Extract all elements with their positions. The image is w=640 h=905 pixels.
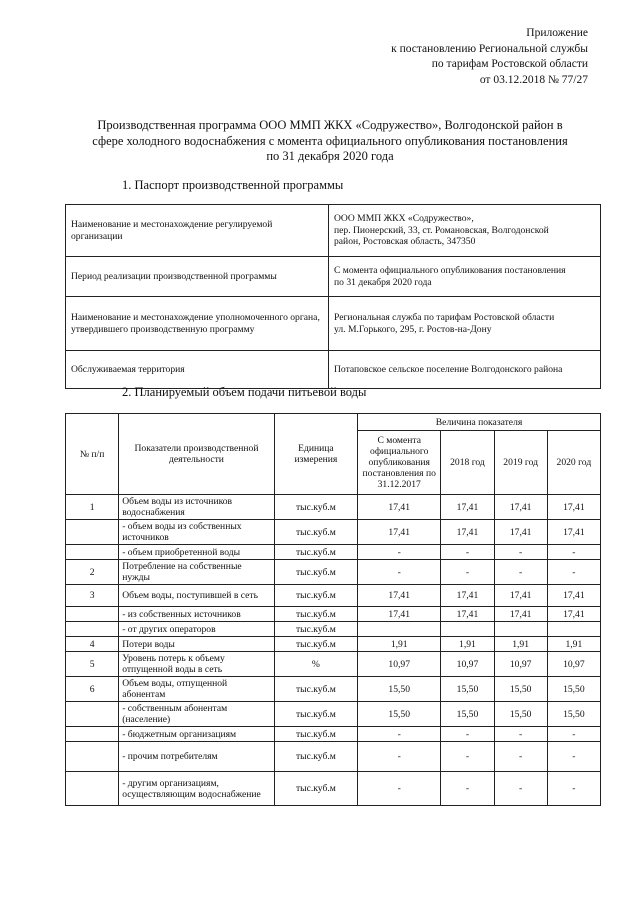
row-value-cell: - — [494, 772, 547, 806]
row-value-cell: 17,41 — [494, 585, 547, 607]
row-value-cell: 15,50 — [547, 702, 600, 727]
row-num-cell — [66, 702, 119, 727]
table-row — [66, 677, 601, 702]
row-value-cell: - — [441, 560, 494, 585]
row-value-cell: - — [441, 772, 494, 806]
row-value-cell: - — [441, 545, 494, 560]
passport-row — [66, 351, 601, 389]
row-indicator-cell: Потери воды — [119, 637, 275, 652]
table-row — [66, 585, 601, 607]
header-col-2018: 2018 год — [441, 431, 494, 495]
appendix-line-3: по тарифам Ростовской области — [431, 58, 588, 70]
row-num-cell: 6 — [66, 677, 119, 702]
passport-value — [329, 205, 601, 257]
row-value-cell: 17,41 — [547, 495, 600, 520]
row-value-cell: - — [547, 742, 600, 772]
passport-value-line: ООО ММП ЖКХ «Содружество», — [334, 213, 474, 225]
row-value-cell: - — [494, 560, 547, 585]
header-col-2019: 2019 год — [494, 431, 547, 495]
row-num-cell — [66, 545, 119, 560]
row-unit-cell: тыс.куб.м — [274, 585, 357, 607]
row-value-cell: - — [358, 772, 441, 806]
row-indicator-cell: - другим организациям, осуществляющим водоснабжение — [119, 772, 275, 806]
row-value-cell: - — [358, 545, 441, 560]
row-value-cell: 17,41 — [358, 585, 441, 607]
passport-value-line: пер. Пионерский, 33, ст. Романовская, Волгодонской — [334, 224, 549, 236]
row-value-cell: - — [494, 742, 547, 772]
row-value-cell: 17,41 — [441, 585, 494, 607]
row-num-cell — [66, 727, 119, 742]
row-unit-cell: тыс.куб.м — [274, 772, 357, 806]
table-row — [66, 727, 601, 742]
row-indicator-cell: - объем воды из собственных источников — [119, 520, 275, 545]
row-value-cell — [358, 622, 441, 637]
row-num-cell — [66, 742, 119, 772]
row-unit-cell: тыс.куб.м — [274, 495, 357, 520]
passport-label: Наименование и местонахождение регулируемой организации — [66, 205, 329, 257]
row-value-cell: 10,97 — [547, 652, 600, 677]
row-num-cell: 3 — [66, 585, 119, 607]
row-indicator-cell: Объем воды, поступившей в сеть — [119, 585, 275, 607]
row-value-cell: 17,41 — [441, 495, 494, 520]
table-row — [66, 622, 601, 637]
row-num-cell — [66, 607, 119, 622]
passport-row — [66, 205, 601, 257]
document-title — [60, 118, 600, 165]
section-1-heading: 1. Паспорт производственной программы — [122, 178, 344, 192]
header-col-initial: С момента официального опубликования постановления по 31.12.2017 — [358, 431, 441, 495]
passport-row — [66, 297, 601, 351]
row-value-cell: 17,41 — [441, 520, 494, 545]
appendix-line-4: от 03.12.2018 № 77/27 — [479, 73, 588, 86]
row-num-cell: 5 — [66, 652, 119, 677]
table-row — [66, 560, 601, 585]
passport-value — [329, 351, 601, 389]
row-indicator-cell: - объем приобретенной воды — [119, 545, 275, 560]
row-value-cell: 15,50 — [547, 677, 600, 702]
table-row — [66, 772, 601, 806]
row-value-cell: - — [358, 742, 441, 772]
row-unit-cell: тыс.куб.м — [274, 622, 357, 637]
passport-row — [66, 257, 601, 297]
passport-value — [329, 257, 601, 297]
section-2-heading: 2. Планируемый объем подачи питьевой воды — [122, 385, 367, 399]
header-unit: Единица измерения — [274, 414, 357, 495]
row-indicator-cell: - бюджетным организациям — [119, 727, 275, 742]
passport-label: Период реализации производственной программы — [66, 257, 329, 297]
row-value-cell: - — [494, 727, 547, 742]
row-value-cell: 1,91 — [358, 637, 441, 652]
row-value-cell: 17,41 — [494, 520, 547, 545]
row-value-cell: - — [358, 560, 441, 585]
row-value-cell: - — [441, 742, 494, 772]
appendix-line-1: Приложение — [526, 27, 588, 39]
title-line-3: по 31 декабря 2020 года — [266, 149, 394, 163]
row-value-cell: 10,97 — [494, 652, 547, 677]
passport-label: Обслуживаемая территория — [66, 351, 329, 389]
passport-label: Наименование и местонахождение уполномоченного органа, утвердившего производственную программу — [66, 297, 329, 351]
title-line-2: сфере холодного водоснабжения с момента официального опубликования постановления — [92, 133, 568, 148]
row-value-cell: 17,41 — [547, 607, 600, 622]
table-row — [66, 607, 601, 622]
row-indicator-cell: Уровень потерь к объему отпущенной воды в сеть — [119, 652, 275, 677]
appendix-block — [391, 26, 588, 88]
row-num-cell: 2 — [66, 560, 119, 585]
row-value-cell: 17,41 — [494, 495, 547, 520]
row-unit-cell: тыс.куб.м — [274, 545, 357, 560]
table-row — [66, 742, 601, 772]
volume-table — [65, 413, 601, 806]
header-row — [66, 414, 601, 431]
row-unit-cell: тыс.куб.м — [274, 677, 357, 702]
row-indicator-cell: - от других операторов — [119, 622, 275, 637]
header-value-group: Величина показателя — [358, 414, 601, 431]
row-value-cell: 17,41 — [358, 607, 441, 622]
row-value-cell: 1,91 — [547, 637, 600, 652]
row-value-cell: - — [494, 545, 547, 560]
row-value-cell: 17,41 — [358, 520, 441, 545]
appendix-line-2: к постановлению Региональной службы — [391, 42, 588, 55]
row-num-cell: 4 — [66, 637, 119, 652]
row-unit-cell: % — [274, 652, 357, 677]
row-num-cell: 1 — [66, 495, 119, 520]
row-num-cell — [66, 520, 119, 545]
row-indicator-cell: - собственным абонентам (население) — [119, 702, 275, 727]
row-indicator-cell: Объем воды из источников водоснабжения — [119, 495, 275, 520]
row-value-cell: 10,97 — [441, 652, 494, 677]
passport-value-line: ул. М.Горького, 295, г. Ростов-на-Дону — [334, 323, 492, 335]
row-value-cell: - — [547, 545, 600, 560]
passport-value-line: Региональная служба по тарифам Ростовской области — [334, 312, 555, 323]
row-unit-cell: тыс.куб.м — [274, 702, 357, 727]
row-num-cell — [66, 622, 119, 637]
passport-value-line: район, Ростовская область, 347350 — [334, 236, 476, 248]
table-row — [66, 495, 601, 520]
row-value-cell: 15,50 — [358, 702, 441, 727]
row-value-cell: 17,41 — [441, 607, 494, 622]
row-indicator-cell: Объем воды, отпущенной абонентам — [119, 677, 275, 702]
row-value-cell: 17,41 — [547, 585, 600, 607]
row-value-cell: - — [547, 560, 600, 585]
passport-value-line: Потаповское сельское поселение Волгодонского района — [334, 363, 563, 375]
row-value-cell: - — [441, 727, 494, 742]
row-unit-cell: тыс.куб.м — [274, 607, 357, 622]
row-unit-cell: тыс.куб.м — [274, 727, 357, 742]
row-value-cell: - — [358, 727, 441, 742]
table-row — [66, 702, 601, 727]
passport-table — [65, 204, 601, 389]
row-value-cell: 15,50 — [494, 702, 547, 727]
row-value-cell — [547, 622, 600, 637]
header-indicator: Показатели производственной деятельности — [119, 414, 275, 495]
header-col-2020: 2020 год — [547, 431, 600, 495]
row-unit-cell: тыс.куб.м — [274, 520, 357, 545]
row-value-cell: 15,50 — [358, 677, 441, 702]
row-value-cell: 17,41 — [547, 520, 600, 545]
row-value-cell: 1,91 — [494, 637, 547, 652]
row-value-cell — [494, 622, 547, 637]
table-row — [66, 637, 601, 652]
row-num-cell — [66, 772, 119, 806]
title-line-1: Производственная программа ООО ММП ЖКХ «Содружество», Волгодонской район в — [97, 118, 563, 132]
row-value-cell: 15,50 — [441, 702, 494, 727]
row-indicator-cell: Потребление на собственные нужды — [119, 560, 275, 585]
table-row — [66, 545, 601, 560]
passport-value-line: С момента официального опубликования постановления — [334, 265, 566, 276]
row-value-cell: 1,91 — [441, 637, 494, 652]
row-indicator-cell: - из собственных источников — [119, 607, 275, 622]
volume-table-body — [66, 495, 601, 806]
row-unit-cell: тыс.куб.м — [274, 637, 357, 652]
row-value-cell: 15,50 — [441, 677, 494, 702]
passport-value-line: по 31 декабря 2020 года — [334, 276, 432, 288]
row-value-cell — [441, 622, 494, 637]
table-row — [66, 652, 601, 677]
passport-value — [329, 297, 601, 351]
row-unit-cell: тыс.куб.м — [274, 560, 357, 585]
row-value-cell: - — [547, 727, 600, 742]
table-row — [66, 520, 601, 545]
row-indicator-cell: - прочим потребителям — [119, 742, 275, 772]
row-value-cell: 15,50 — [494, 677, 547, 702]
row-unit-cell: тыс.куб.м — [274, 742, 357, 772]
row-value-cell: - — [547, 772, 600, 806]
row-value-cell: 10,97 — [358, 652, 441, 677]
row-value-cell: 17,41 — [358, 495, 441, 520]
header-num: № п/п — [66, 414, 119, 495]
row-value-cell: 17,41 — [494, 607, 547, 622]
